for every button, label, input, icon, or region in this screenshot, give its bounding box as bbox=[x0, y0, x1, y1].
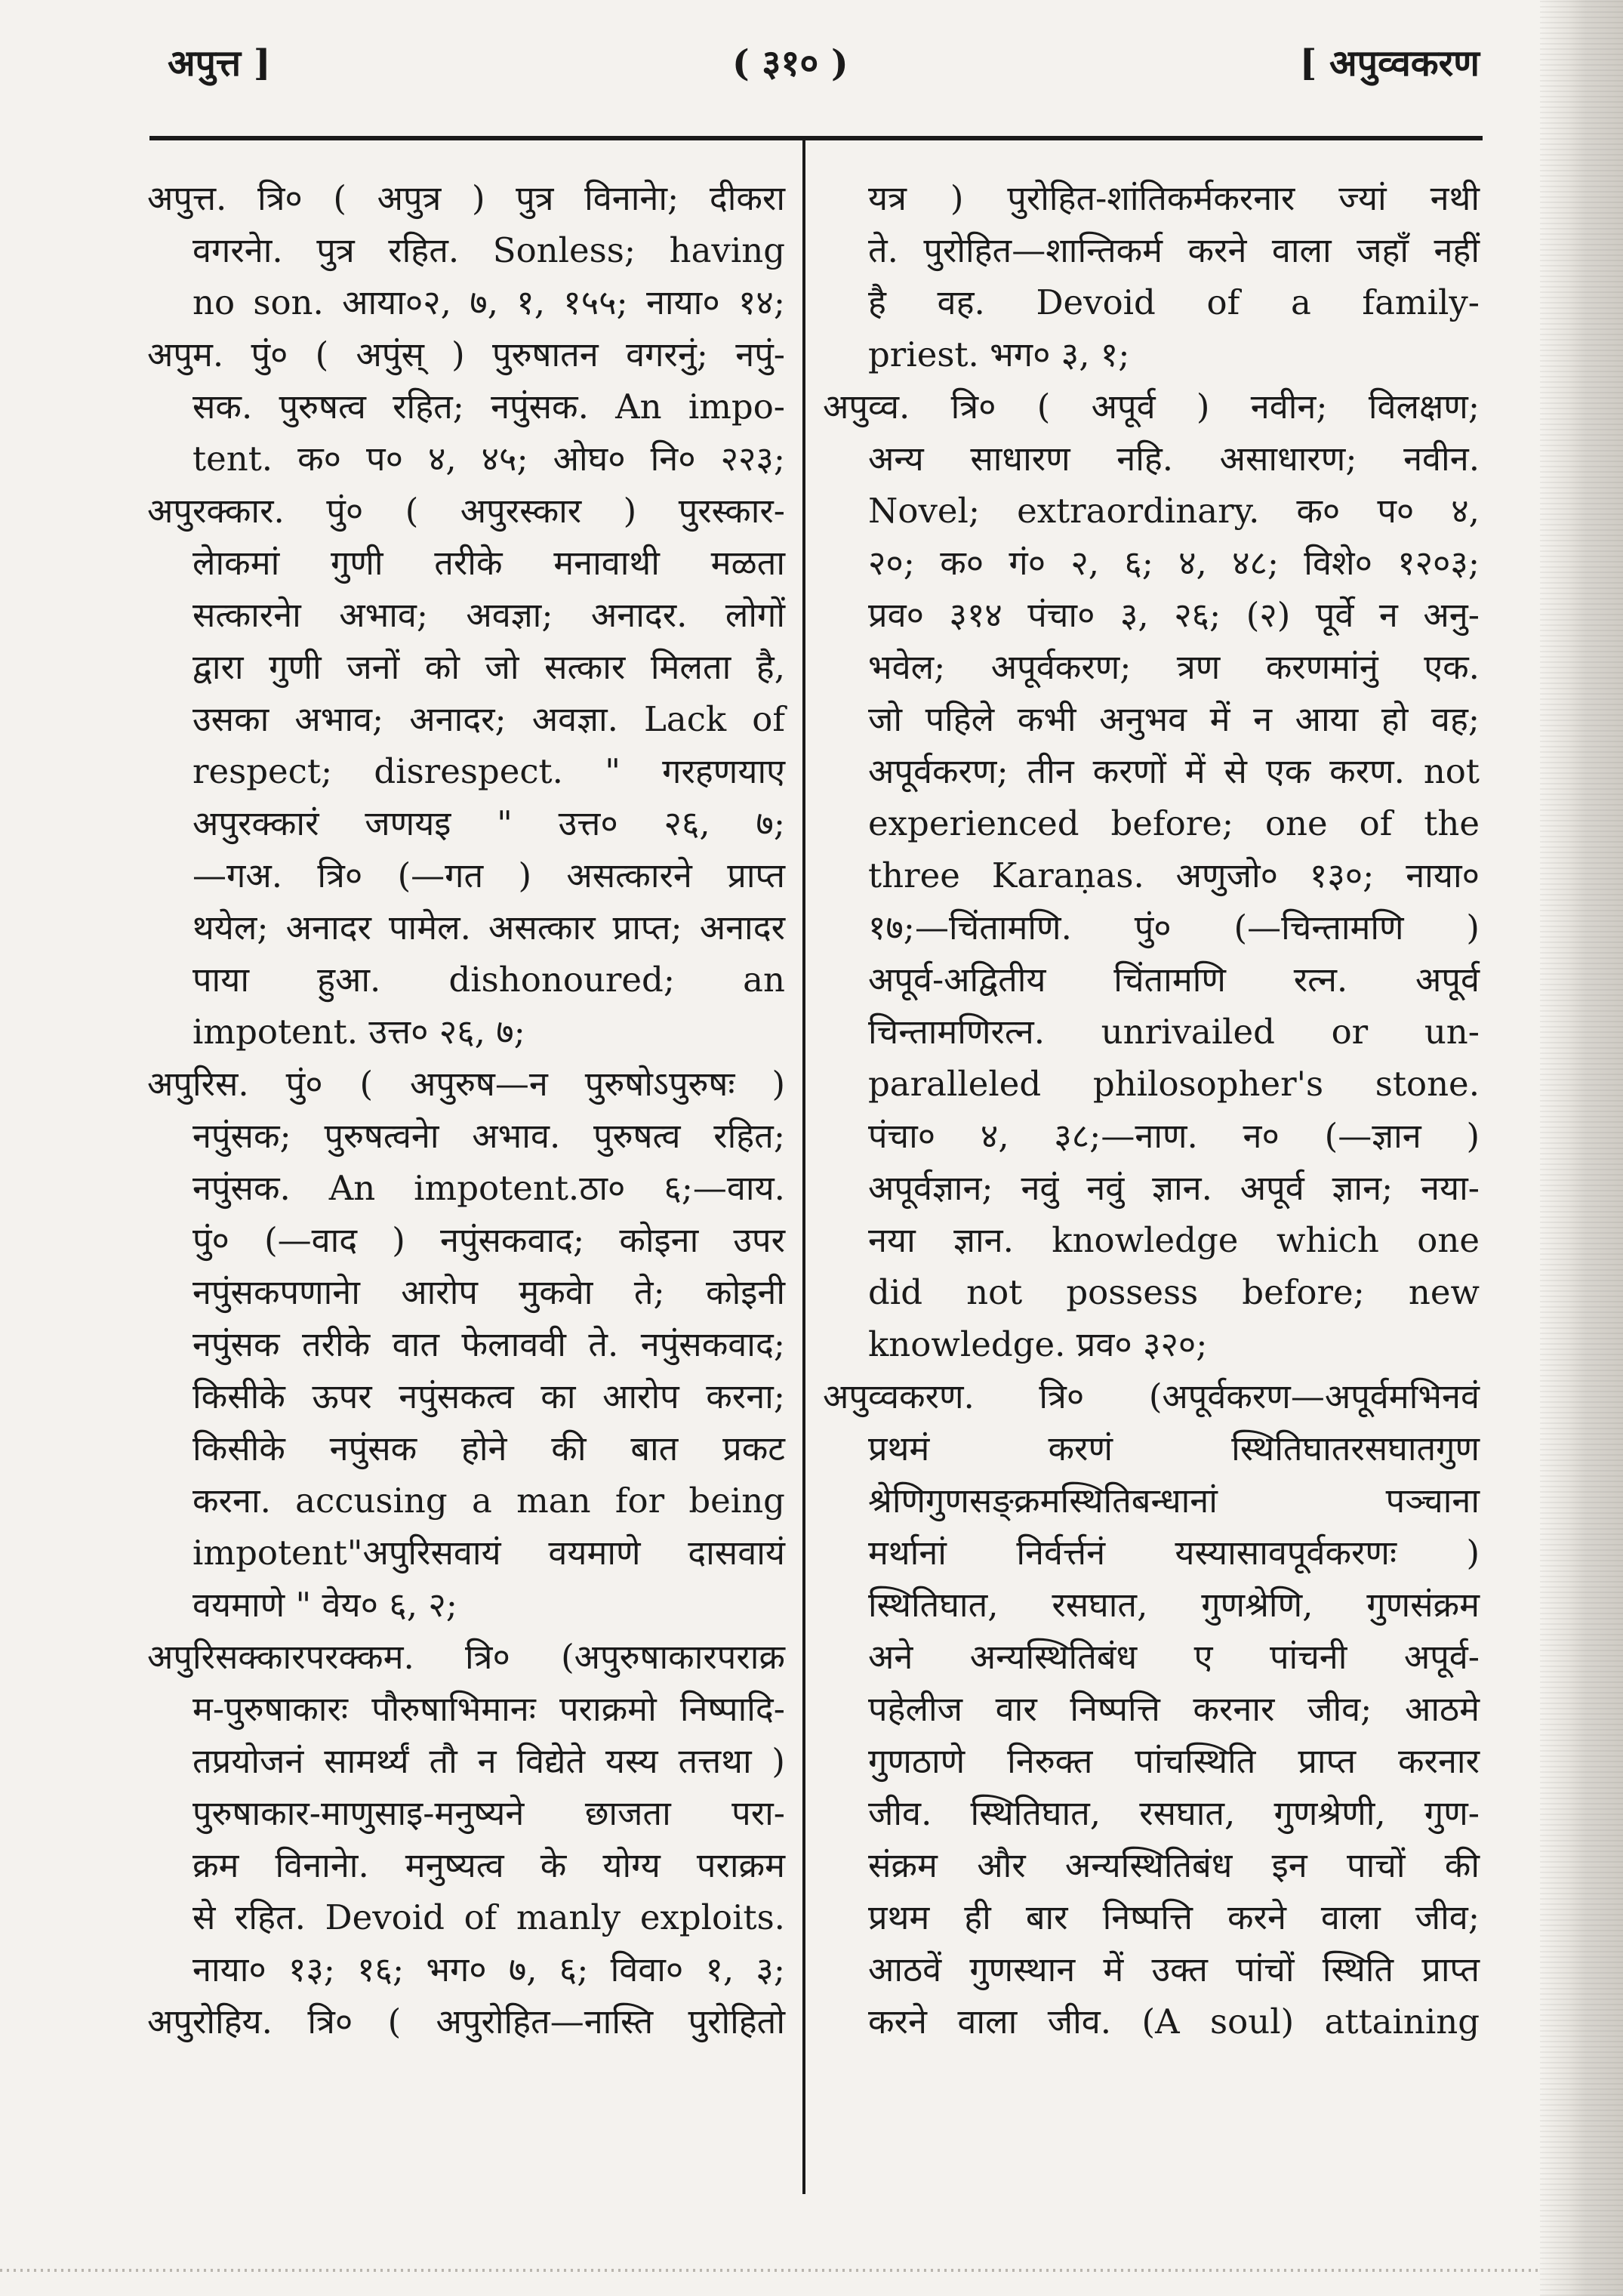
dictionary-line: जीव. स्थितिघात, रसघात, गुणश्रेणी, गुण- bbox=[868, 1793, 1480, 1833]
dictionary-line: क्रम विनानेा. मनुष्यत्व के योग्य पराक्रम bbox=[192, 1845, 785, 1885]
dictionary-line: २०; क० गं० २, ६; ४, ४८; विशे० १२०३; bbox=[868, 543, 1480, 583]
dictionary-line: तप्रयोजनं सामर्थ्यं तौ न विद्येते यस्य तत्तथा ) bbox=[192, 1741, 785, 1781]
dictionary-line: लेाकमां गुणी तरीके मनावाथी मळता bbox=[192, 543, 785, 583]
dictionary-line: priest. भग० ३, १; bbox=[868, 334, 1130, 374]
dictionary-line: अपूर्व-अद्वितीय चिंतामणि रत्न. अपूर्व bbox=[868, 960, 1480, 1000]
dictionary-line: अपुत्त. त्रि० ( अपुत्र ) पुत्र विनानेा; दीकरा bbox=[147, 178, 785, 218]
dictionary-line: जो पहिले कभी अनुभव में न आया हो वह; bbox=[868, 699, 1480, 739]
dictionary-line: impotent. उत्त० २६, ७; bbox=[192, 1012, 525, 1052]
page-header bbox=[151, 30, 1480, 91]
dictionary-line: three Karaṇas. अणुजो० १३०; नाया० bbox=[868, 855, 1480, 895]
scan-bottom-edge bbox=[0, 2269, 1540, 2272]
dictionary-line: चिन्तामणिरत्न. unrivailed or un- bbox=[868, 1012, 1480, 1052]
dictionary-line: गुणठाणे निरुक्त पांचस्थिति प्राप्त करनार bbox=[868, 1741, 1480, 1781]
dictionary-line: नया ज्ञान. knowledge which one bbox=[868, 1220, 1480, 1260]
dictionary-line: म-पुरुषाकारः पौरुषाभिमानः पराक्रमो निष्पादि- bbox=[192, 1689, 785, 1729]
dictionary-line: करना. accusing a man for being bbox=[192, 1481, 785, 1521]
dictionary-line: अपुव्व. त्रि० ( अपूर्व ) नवीन; विलक्षण; bbox=[823, 387, 1480, 427]
dictionary-line: वगरनेा. पुत्र रहित. Sonless; having bbox=[192, 230, 785, 270]
dictionary-line: सक. पुरुषत्व रहित; नपुंसक. An impo- bbox=[192, 387, 785, 427]
dictionary-line: मर्थानां निर्वर्त्तनं यस्यासावपूर्वकरणः ) bbox=[868, 1533, 1480, 1573]
dictionary-line: स्थितिघात, रसघात, गुणश्रेणि, गुणसंक्रम bbox=[868, 1585, 1480, 1625]
dictionary-line: यत्र ) पुरोहित-शांतिकर्मकरनार ज्यां नथी bbox=[868, 178, 1480, 218]
dictionary-line: किसीके नपुंसक होने की बात प्रकट bbox=[192, 1428, 785, 1469]
dictionary-line: किसीके ऊपर नपुंसकत्व का आरोप करना; bbox=[192, 1376, 785, 1416]
dictionary-line: नपुंसक तरीके वात फेलाववी ते. नपुंसकवाद; bbox=[192, 1324, 785, 1364]
dictionary-line: से रहित. Devoid of manly exploits. bbox=[192, 1897, 785, 1937]
dictionary-line: experienced before; one of the bbox=[868, 803, 1480, 843]
dictionary-line: नपुंसक; पुरुषत्वनेा अभाव. पुरुषत्व रहित; bbox=[192, 1116, 785, 1156]
dictionary-line: पुं० (—वाद ) नपुंसकवाद; कोइना उपर bbox=[192, 1220, 785, 1260]
dictionary-line: पंचा० ४, ३८;—नाण. न० (—ज्ञान ) bbox=[868, 1116, 1480, 1156]
dictionary-line: पाया हुआ. dishonoured; an bbox=[192, 960, 785, 1000]
dictionary-line: अपुरिसक्कारपरक्कम. त्रि० (अपुरुषाकारपराक्र bbox=[147, 1637, 785, 1677]
dictionary-line: —गअ. त्रि० (—गत ) असत्कारने प्राप्त bbox=[192, 855, 785, 895]
dictionary-line: भवेल; अपूर्वकरण; त्रण करणमांनुं एक. bbox=[868, 647, 1480, 687]
dictionary-line: अपुरक्कारं जणयइ " उत्त० २६, ७; bbox=[192, 803, 785, 843]
dictionary-line: अने अन्यस्थितिबंध ए पांचनी अपूर्व- bbox=[868, 1637, 1480, 1677]
dictionary-line: impotent"अपुरिसवायं वयमाणे दासवायं bbox=[192, 1533, 785, 1573]
dictionary-line: अन्य साधारण नहि. असाधारण; नवीन. bbox=[868, 439, 1480, 479]
column-divider bbox=[802, 140, 805, 2194]
dictionary-line: अपुरक्कार. पुं० ( अपुरस्कार ) पुरस्कार- bbox=[147, 491, 785, 531]
page-edge-shadow bbox=[1540, 0, 1623, 2296]
dictionary-line: करने वाला जीव. (A soul) attaining bbox=[868, 2002, 1480, 2042]
dictionary-line: no son. आया०२, ७, १, १५५; नाया० १४; bbox=[192, 282, 785, 322]
dictionary-line: अपुम. पुं० ( अपुंस् ) पुरुषातन वगरनुं; नपुं- bbox=[147, 334, 785, 374]
dictionary-line: knowledge. प्रव० ३२०; bbox=[868, 1324, 1208, 1364]
dictionary-line: अपूर्वकरण; तीन करणों में से एक करण. not bbox=[868, 751, 1480, 791]
dictionary-line: did not possess before; new bbox=[868, 1272, 1480, 1312]
dictionary-line: पहेलीज वार निष्पत्ति करनार जीव; आठमे bbox=[868, 1689, 1480, 1729]
dictionary-line: सत्कारनेा अभाव; अवज्ञा; अनादर. लोगों bbox=[192, 595, 785, 635]
dictionary-line: प्रथम ही बार निष्पत्ति करने वाला जीव; bbox=[868, 1897, 1480, 1937]
dictionary-line: वयमाणे " वेय० ६, २; bbox=[192, 1585, 457, 1625]
dictionary-line: पुरुषाकार-माणुसाइ-मनुष्यने छाजता परा- bbox=[192, 1793, 785, 1833]
header-left-guideword: अपुत्त ] bbox=[168, 42, 271, 85]
dictionary-line: प्रथमं करणं स्थितिघातरसघातगुण bbox=[868, 1428, 1480, 1469]
header-right-guideword: [ अपुव्वकरण bbox=[1299, 42, 1480, 85]
dictionary-line: नपुंसक. An impotent.ठा० ६;—वाय. bbox=[192, 1168, 785, 1208]
dictionary-line: उसका अभाव; अनादर; अवज्ञा. Lack of bbox=[192, 699, 785, 739]
dictionary-line: संक्रम और अन्यस्थितिबंध इन पाचों की bbox=[868, 1845, 1480, 1885]
dictionary-line: है वह. Devoid of a family- bbox=[868, 282, 1480, 322]
dictionary-line: tent. क० प० ४, ४५; ओघ० नि० २२३; bbox=[192, 439, 785, 479]
dictionary-line: paralleled philosopher's stone. bbox=[868, 1064, 1480, 1104]
dictionary-line: Novel; extraordinary. क० प० ४, bbox=[868, 491, 1480, 531]
dictionary-line: १७;—चिंतामणि. पुं० (—चिन्तामणि ) bbox=[868, 908, 1480, 948]
right-column bbox=[823, 172, 1480, 2048]
dictionary-line: द्वारा गुणी जनों को जो सत्कार मिलता है, bbox=[192, 647, 785, 687]
page-number: ( ३१० ) bbox=[732, 42, 848, 85]
dictionary-line: अपुरिस. पुं० ( अपुरुष—न पुरुषोऽपुरुषः ) bbox=[147, 1064, 785, 1104]
dictionary-line: ते. पुरोहित—शान्तिकर्म करने वाला जहाँ नहीं bbox=[868, 230, 1480, 270]
dictionary-line: श्रेणिगुणसङ्क्रमस्थितिबन्धानां पञ्चाना bbox=[868, 1481, 1480, 1521]
header-rule bbox=[149, 136, 1483, 140]
dictionary-line: अपूर्वज्ञान; नवुं नवुं ज्ञान. अपूर्व ज्ञान; नया- bbox=[868, 1168, 1480, 1208]
dictionary-line: नपुंसकपणानेा आरोप मुकवेा ते; कोइनी bbox=[192, 1272, 785, 1312]
dictionary-line: अपुव्वकरण. त्रि० (अपूर्वकरण—अपूर्वमभिनवं bbox=[823, 1376, 1480, 1416]
dictionary-line: आठवें गुणस्थान में उक्त पांचों स्थिति प्राप्त bbox=[868, 1949, 1480, 1989]
dictionary-line: थयेल; अनादर पामेल. असत्कार प्राप्त; अनादर bbox=[192, 908, 785, 948]
dictionary-line: respect; disrespect. " गरहणयाए bbox=[192, 751, 785, 791]
dictionary-line: अपुरोहिय. त्रि० ( अपुरोहित—नास्ति पुरोहितो bbox=[147, 2002, 785, 2042]
dictionary-line: प्रव० ३१४ पंचा० ३, २६; (२) पूर्वे न अनु- bbox=[868, 595, 1480, 635]
left-column bbox=[147, 172, 785, 2048]
dictionary-line: नाया० १३; १६; भग० ७, ६; विवा० १, ३; bbox=[192, 1949, 785, 1989]
